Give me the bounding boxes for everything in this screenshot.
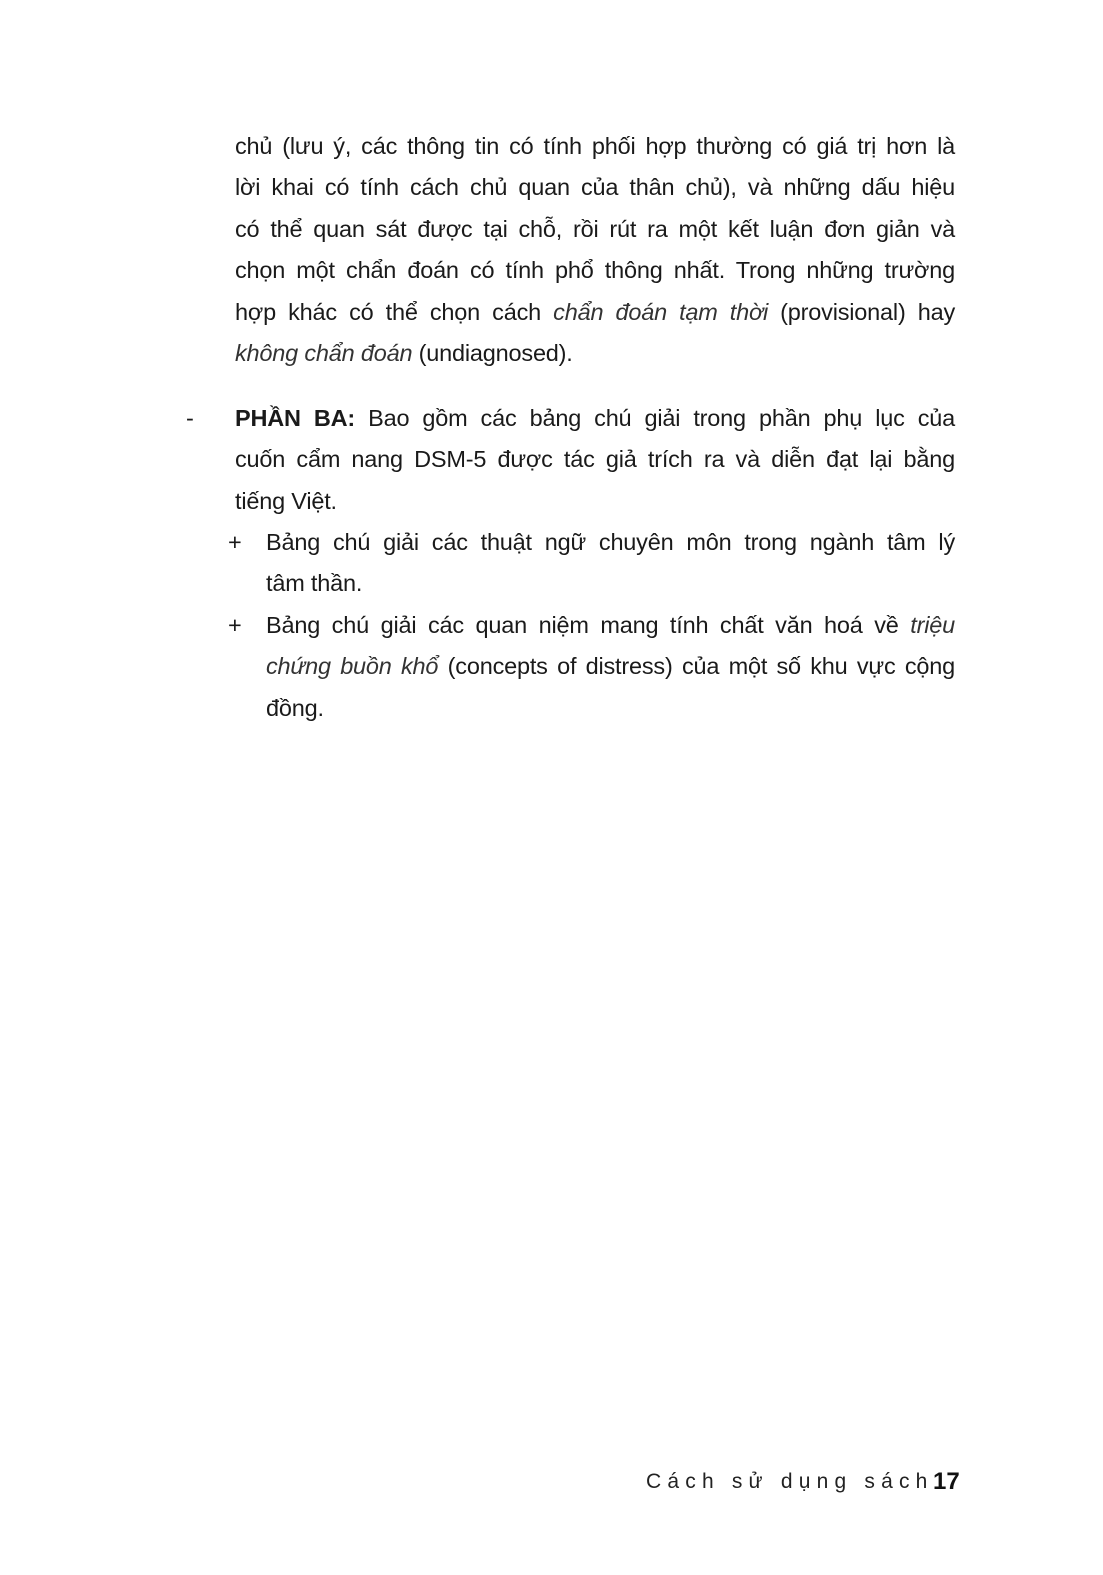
text-run: lời khai có tính cách chủ quan của thân chủ), và những dấu hiệu	[235, 174, 955, 200]
sub-list-item-line	[266, 610, 955, 640]
italic-term: chứng buồn khổ	[266, 653, 439, 679]
text-run: Bảng chú giải các thuật ngữ chuyên môn trong ngành tâm lý	[266, 529, 955, 555]
text-run: (undiagnosed).	[412, 340, 573, 366]
text-run: (concepts of distress) của một số khu vực cộng	[438, 653, 955, 679]
text-run: Bảng chú giải các quan niệm mang tính chất văn hoá về	[266, 612, 911, 638]
section-label: PHẦN BA:	[235, 405, 356, 431]
text-run: tiếng Việt.	[235, 488, 337, 514]
list-item-line	[235, 444, 955, 474]
italic-term: không chẩn đoán	[235, 340, 413, 366]
sub-list-item-line	[266, 568, 955, 598]
list-item-line	[235, 486, 955, 516]
paragraph-line	[235, 297, 955, 327]
paragraph-line	[235, 338, 955, 368]
text-run: có thể quan sát được tại chỗ, rồi rút ra một kết luận đơn giản và	[235, 216, 955, 242]
plus-bullet: +	[228, 612, 242, 638]
sub-list-item-line	[266, 651, 955, 681]
paragraph-line	[235, 255, 955, 285]
text-run: tâm thần.	[266, 570, 363, 596]
text-run: đồng.	[266, 695, 324, 721]
dash-bullet: -	[186, 405, 194, 431]
text-run: cuốn cẩm nang DSM-5 được tác giả trích ra và diễn đạt lại bằng	[235, 446, 955, 472]
text-run: hợp khác có thể chọn cách	[235, 299, 554, 325]
paragraph-line	[235, 172, 955, 202]
list-item-line	[235, 403, 955, 433]
sub-list-item-line	[266, 527, 955, 557]
text-run: Bao gồm các bảng chú giải trong phần phụ lục của	[355, 405, 955, 431]
text-run: chủ (lưu ý, các thông tin có tính phối hợp thường có giá trị hơn là	[235, 133, 955, 159]
text-run: (provisional) hay	[768, 299, 955, 325]
paragraph-line	[235, 131, 955, 161]
paragraph-line	[235, 214, 955, 244]
text-run: chọn một chẩn đoán có tính phổ thông nhất. Trong những trường	[235, 257, 955, 283]
sub-list-item-line	[266, 693, 955, 723]
running-footer-title: Cách sử dụng sách	[646, 1470, 934, 1493]
plus-bullet: +	[228, 529, 242, 555]
italic-term: chẩn đoán tạm thời	[553, 299, 769, 325]
page-number: 17	[933, 1468, 960, 1495]
italic-term: triệu	[910, 612, 955, 638]
